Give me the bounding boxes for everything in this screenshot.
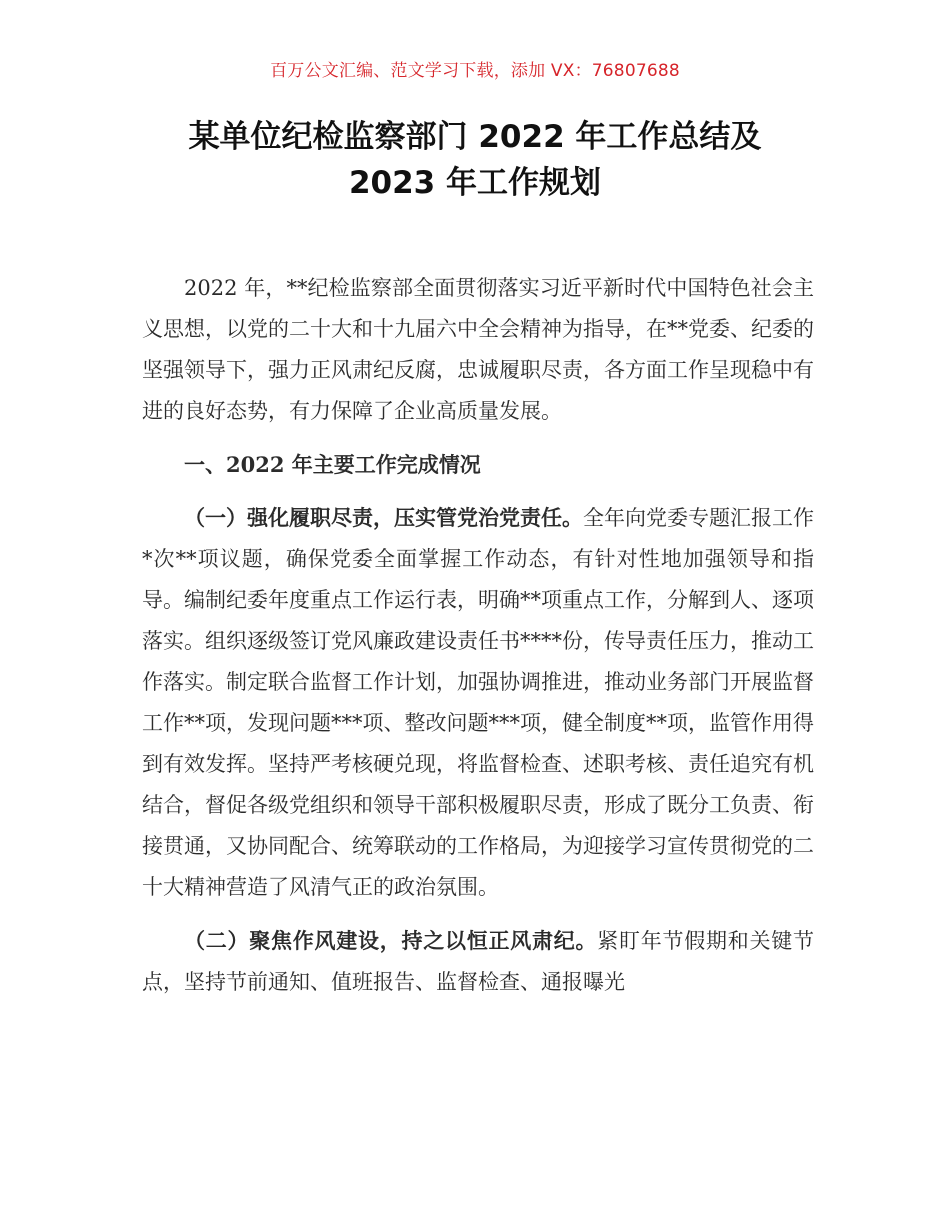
intro-paragraph: 2022 年，**纪检监察部全面贯彻落实习近平新时代中国特色社会主义思想，以党的二十大和十九届六中全会精神为指导，在**党委、纪委的坚强领导下，强力正风肃纪反腐，忠诚履职尽责，各方面工作呈现稳中有进的良好态势，有力保障了企业高质量发展。 (142, 276, 814, 423)
title-line-1: 某单位纪检监察部门 2022 年工作总结及 (188, 119, 762, 155)
item-2-paragraph (142, 920, 814, 1003)
title-line-2: 2023 年工作规划 (348, 165, 602, 201)
section-heading-1: 一、2022 年主要工作完成情况 (184, 452, 481, 477)
item-2-title: （二）聚焦作风建设，持之以恒正风肃纪。 (184, 928, 598, 953)
item-2-body: 紧盯年节假期和关键节点，坚持节前通知、值班报告、监督检查、通报曝光 (142, 929, 814, 994)
item-1-title: （一）强化履职尽责，压实管党治党责任。 (184, 505, 583, 530)
header-watermark: 百万公文汇编、范文学习下载，添加 VX：76807688 (270, 61, 680, 81)
item-1-paragraph (142, 497, 814, 908)
document-title (0, 114, 950, 206)
document-body (142, 268, 814, 1003)
item-1-body: 全年向党委专题汇报工作*次**项议题，确保党委全面掌握工作动态，有针对性地加强领导和指导。编制纪委年度重点工作运行表，明确**项重点工作，分解到人、逐项落实。组织逐级签订党风廉政建设责任书****份，传导责任压力，推动工作落实。制定联合监督工作计划，加强协调推进，推动业务部门开展监督工作**项，发现问题***项、整改问题***项，健全制度**项，监管作用得到有效发挥。坚持严考核硬兑现，将监督检查、述职考核、责任追究有机结合，督促各级党组织和领导干部积极履职尽责，形成了既分工负责、衔接贯通，又协同配合、统筹联动的工作格局，为迎接学习宣传贯彻党的二十大精神营造了风清气正的政治氛围。 (142, 506, 814, 899)
